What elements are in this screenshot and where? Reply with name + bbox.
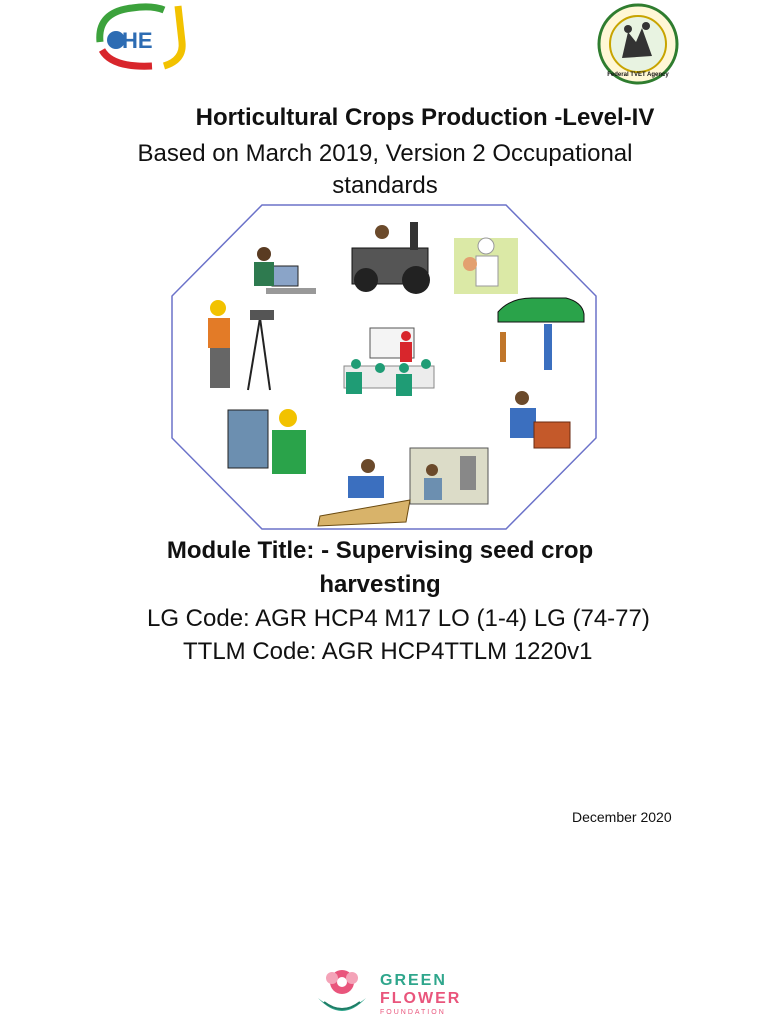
flower-icon [314, 964, 370, 1022]
electrician-clipart [228, 409, 306, 474]
module-title: Module Title: - Supervising seed crop harvesting [166, 537, 594, 598]
machinist-clipart [410, 448, 488, 504]
she-logo [92, 2, 188, 72]
foundation-name-line1: GREEN [380, 972, 447, 989]
green-flower-foundation-logo [314, 964, 464, 1022]
lg-code: LG Code: AGR HCP4 M17 LO (1-4) LG (74-77) [147, 605, 650, 632]
document-subtitle: Based on March 2019, Version 2 Occupational standards [137, 140, 633, 199]
seal-text: Federal TVET Agency [607, 72, 669, 78]
document-date: December 2020 [572, 809, 672, 825]
logo-text: HE [122, 28, 153, 53]
document-title: Horticultural Crops Production -Level-IV [195, 104, 655, 131]
foundation-name-line3: FOUNDATION [380, 1009, 446, 1016]
occupations-illustration [170, 204, 598, 530]
ttlm-code: TTLM Code: AGR HCP4TTLM 1220v1 [183, 638, 593, 665]
federal-tvet-agency-seal [596, 2, 680, 86]
chef-clipart [454, 238, 518, 294]
foundation-name-line2: FLOWER [380, 990, 462, 1007]
